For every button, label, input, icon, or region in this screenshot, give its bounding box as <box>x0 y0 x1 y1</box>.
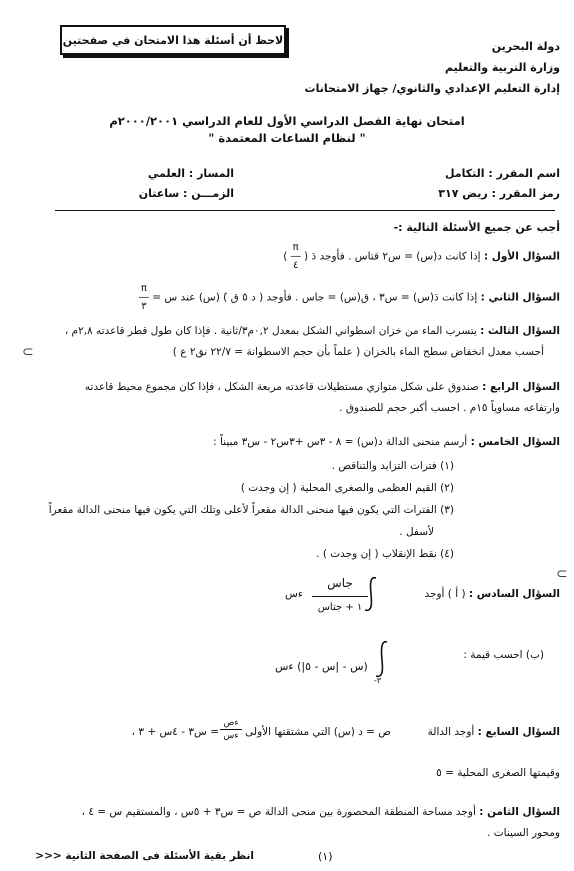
fraction-bar <box>312 596 368 597</box>
derivative-expression: = س٣ - ٤س + ٣ ، <box>131 726 219 738</box>
track: المسار : العلمي <box>147 167 234 180</box>
question-7-text-1: أوجد الدالة <box>427 726 475 738</box>
exam-title: امتحان نهاية الفصل الدراسي الأول للعام الدراسي ٢٠٠٠/٢٠٠١م <box>109 114 465 128</box>
question-3-text-1: يتسرب الماء من خزان اسطواني الشكل بمعدل ٠,٢م٣/ثانية . فإذا كان طول قطر قاعدته ٢,٨م ، <box>64 325 477 337</box>
margin-mark: ⊃ <box>22 344 34 360</box>
question-8-line-1 <box>82 806 560 818</box>
question-5-item-2: (٢) القيم العظمى والصغرى المحلية ( إن وجدت ) <box>240 482 454 494</box>
question-3-text-2: أحسب معدل انخفاض سطح الماء بالخزان ( علماً بأن حجم الاسطوانة = ٢٢/٧ نق٢ ع ) <box>172 346 544 358</box>
question-7-label: السؤال السابع : <box>477 726 560 738</box>
question-1-label: السؤال الأول : <box>483 250 560 263</box>
question-4-line-1 <box>85 381 560 393</box>
fraction-numerator: جاس <box>327 576 353 590</box>
lower-limit: ٣- <box>374 676 382 685</box>
question-4-text-1: صندوق على شكل متوازي مستطيلات قاعدته مربعة الشكل ، فإذا كان مجموع محيط قاعدته <box>84 381 479 393</box>
question-2 <box>139 284 560 311</box>
header-line-3: إدارة التعليم الإعدادي والثانوي/ جهاز الامتحانات <box>304 82 560 95</box>
question-7 <box>428 726 560 738</box>
question-5-text: أرسم منحنى الدالة د(س) = ٨ - ٣س +٣س٢ - س٣ مبيناً : <box>213 436 468 448</box>
integrand-b: (س - |س - ٥|) ءس <box>275 660 368 673</box>
question-5-item-4: (٤) نقط الإنقلاب ( إن وجدت ) . <box>316 548 454 560</box>
notice-box <box>60 25 286 55</box>
question-2-text: إذا كانت دَ(س) = س٣ ، ق(س) = جاس . فأوجد ( د ٥ ق )َ (س) عند س = <box>152 291 478 304</box>
question-6-part-b: (ب) احسب قيمة : <box>463 649 544 661</box>
question-4-text-2: وارتفاعه مساوياً ١٥م . احسب أكبر حجم للصندوق . <box>339 402 560 414</box>
question-5-label: السؤال الخامس : <box>470 436 560 448</box>
question-8-text-1: أوجد مساحة المنطقة المحصورة بين منحى الدالة ص = س٣ + ٥س ، والمستقيم س = ٤ ، <box>81 806 476 818</box>
derivative-bottom: ءس <box>223 731 239 741</box>
question-6-label: السؤال السادس : <box>468 588 560 600</box>
pi-over-3: π ― ٣ <box>138 283 149 312</box>
fraction-denominator: ١ + جتاس <box>317 602 363 613</box>
exam-subtitle: " لنظام الساعات المعتمدة " <box>208 131 366 145</box>
notice-text: لاحظ أن أسئلة هذا الامتحان في صفحتين <box>62 33 284 47</box>
header-divider <box>55 210 555 211</box>
derivative-fraction <box>220 718 242 741</box>
margin-mark-2: ⊃ <box>556 566 568 582</box>
course-name: اسم المقرر : التكامل <box>444 167 560 180</box>
question-3-line-1 <box>65 325 560 337</box>
exam-time: الزمـــن : ساعتان <box>138 187 234 200</box>
question-7-text-2: ص = د (س) التي مشتقتها الأولى <box>245 726 391 738</box>
derivative-top: ءص <box>223 718 239 728</box>
differential-a: ءس <box>285 588 303 600</box>
question-5-item-3: (٣) الفترات التي يكون فيها منحنى الدالة مقعراً لأعلى وتلك التي يكون فيها منحنى الدالة مقعراً <box>48 504 454 516</box>
question-6-part-a: ( أ ) أوجد <box>424 588 466 600</box>
pi-over-4: π ― ٤ <box>290 242 301 271</box>
question-6 <box>424 588 560 600</box>
page-number: (١) <box>318 850 333 863</box>
course-code: رمز المقرر : ريض ٣١٧ <box>438 187 560 200</box>
question-5-item-3-cont: لأسفل . <box>399 526 434 538</box>
question-3-label: السؤال الثالث : <box>480 325 560 337</box>
question-5-item-1: (١) فترات التزايد والتناقص . <box>331 460 454 472</box>
question-8-label: السؤال الثامن : <box>479 806 560 818</box>
instructions: أجب عن جميع الأسئلة التالية :- <box>393 221 560 234</box>
header-line-1: دولة البحرين <box>491 40 560 53</box>
question-1: السؤال الأول : إذا كانت د(س) = س٢ قتاس . فأوجد دَ ( π ― ٤ ) <box>283 242 560 271</box>
question-2-label: السؤال الثاني : <box>480 291 560 304</box>
question-1-text: إذا كانت د(س) = س٢ قتاس . فأوجد دَ ( <box>304 250 481 263</box>
footer-note: انظر بقية الأسئلة فى الصفحة الثانية <<< <box>35 850 254 862</box>
question-7-text-3: وقيمتها الصغرى المحلية = ٥ <box>436 767 560 779</box>
header-line-2: وزارة التربية والتعليم <box>445 61 560 74</box>
question-4-label: السؤال الرابع : <box>482 381 560 393</box>
question-5 <box>213 436 560 448</box>
question-8-text-2: ومحور السينات . <box>487 827 560 839</box>
